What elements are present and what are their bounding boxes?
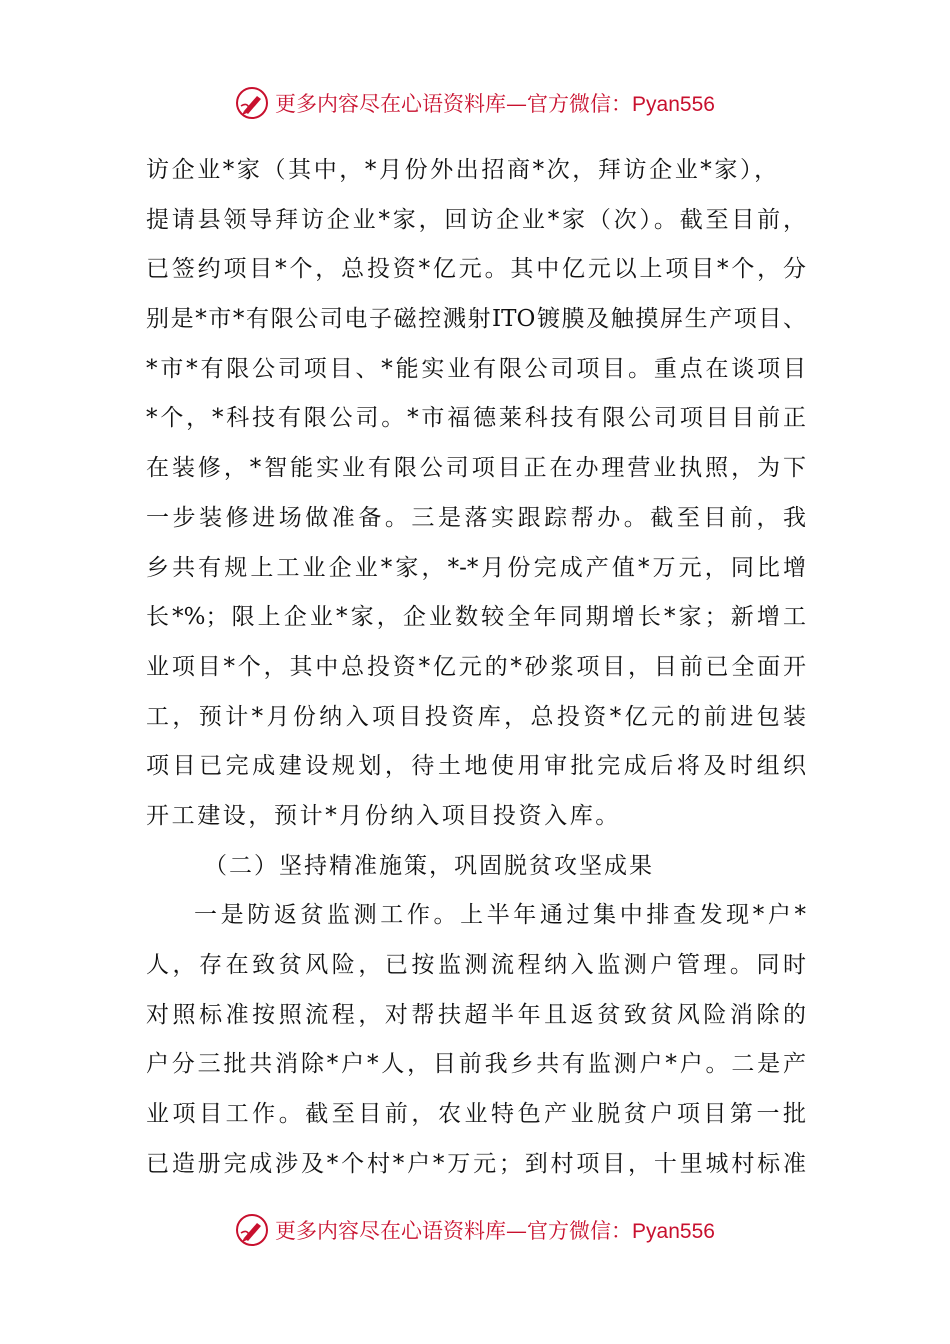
body-line: 在装修，*智能实业有限公司项目正在办理营业执照，为下 bbox=[146, 455, 806, 482]
body-line: 业项目工作。截至目前，农业特色产业脱贫户项目第一批 bbox=[146, 1101, 806, 1128]
pen-logo-icon bbox=[235, 1213, 269, 1247]
body-line: 业项目*个，其中总投资*亿元的*砂浆项目，目前已全面开 bbox=[146, 653, 806, 680]
body-line: 对照标准按照流程，对帮扶超半年且返贫致贫风险消除的 bbox=[146, 1001, 806, 1028]
banner-text: 更多内容尽在心语资料库—官方微信：Pyan556 bbox=[275, 1219, 715, 1243]
body-line: 已造册完成涉及*个村*户*万元；到村项目，十里城村标准 bbox=[146, 1150, 806, 1177]
document-body bbox=[146, 146, 806, 1189]
body-line: 访企业*家（其中，*月份外出招商*次，拜访企业*家）， bbox=[146, 157, 780, 183]
body-line: 乡共有规上工业企业*家，*-*月份完成产值*万元，同比增 bbox=[146, 554, 806, 581]
body-line: 一步装修进场做准备。三是落实跟踪帮办。截至目前，我 bbox=[146, 504, 806, 531]
section-heading: （二）坚持精准施策，巩固脱贫攻坚成果 bbox=[204, 852, 654, 879]
body-line: 人，存在致贫风险，已按监测流程纳入监测户管理。同时 bbox=[146, 952, 806, 978]
body-line: *市*有限公司项目、*能实业有限公司项目。重点在谈项目 bbox=[146, 355, 806, 382]
body-line: 提请县领导拜访企业*家，回访企业*家（次）。截至目前， bbox=[146, 206, 806, 233]
banner-text: 更多内容尽在心语资料库—官方微信：Pyan556 bbox=[275, 92, 715, 116]
body-line: 一是防返贫监测工作。上半年通过集中排查发现*户* bbox=[194, 902, 806, 929]
wechat-handle: Pyan556 bbox=[632, 1220, 715, 1243]
body-line: 别是*市*有限公司电子磁控溅射ITO镀膜及触摸屏生产项目、 bbox=[146, 306, 806, 333]
header-watermark-banner bbox=[0, 78, 950, 128]
body-line: 长*%；限上企业*家，企业数较全年同期增长*家；新增工 bbox=[146, 604, 806, 631]
body-line: 户分三批共消除*户*人，目前我乡共有监测户*户。二是产 bbox=[146, 1051, 806, 1078]
body-line: *个，*科技有限公司。*市福德莱科技有限公司项目目前正 bbox=[146, 405, 806, 432]
pen-logo-icon bbox=[235, 86, 269, 120]
body-line: 工，预计*月份纳入项目投资库，总投资*亿元的前进包装 bbox=[146, 703, 806, 730]
footer-watermark-banner bbox=[0, 1205, 950, 1255]
body-line: 开工建设，预计*月份纳入项目投资入库。 bbox=[146, 802, 621, 829]
body-line: 已签约项目*个，总投资*亿元。其中亿元以上项目*个，分 bbox=[146, 256, 806, 283]
body-line: 项目已完成建设规划，待土地使用审批完成后将及时组织 bbox=[146, 753, 806, 780]
wechat-handle: Pyan556 bbox=[632, 93, 715, 116]
